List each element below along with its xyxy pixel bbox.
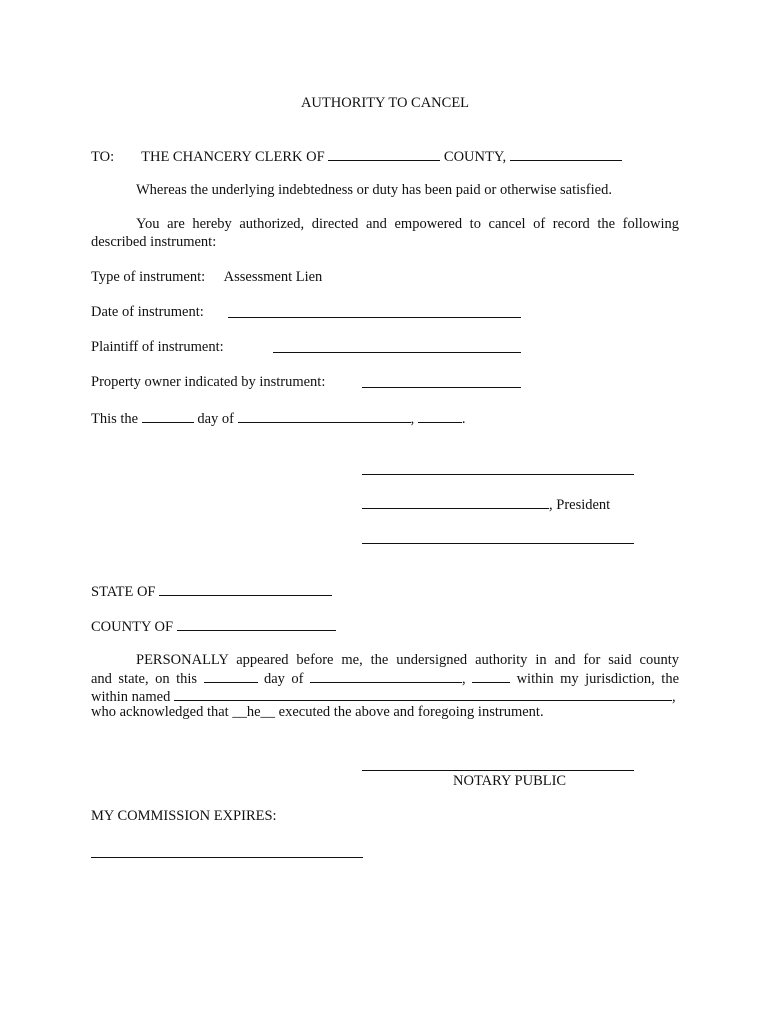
- within-named-text: within named: [91, 689, 171, 705]
- type-of-instrument-label: Type of instrument:: [91, 269, 206, 285]
- authorization-paragraph: You are hereby authorized, directed and empowered to cancel of record the following described instrument:: [91, 216, 679, 250]
- ack-comma-text: ,: [461, 671, 466, 687]
- date-of-instrument-label: Date of instrument:: [91, 304, 204, 320]
- this-the-text: This the: [91, 411, 139, 427]
- to-label: TO:: [91, 149, 115, 165]
- day-of-text: day of: [197, 411, 235, 427]
- personally-appeared-line2: [91, 669, 679, 689]
- within-named-comma: ,: [671, 689, 676, 705]
- county-name-field[interactable]: [328, 147, 440, 161]
- whereas-paragraph: Whereas the underlying indebtedness or duty has been paid or otherwise satisfied.: [136, 182, 612, 198]
- acknowledged-row: who acknowledged that __he__ executed the above and foregoing instrument.: [91, 704, 544, 720]
- notary-signature-line[interactable]: [362, 757, 634, 771]
- state-of-label: STATE OF: [91, 584, 156, 600]
- date-of-instrument-field[interactable]: [228, 303, 521, 318]
- ack-month-field[interactable]: [310, 669, 462, 683]
- day-field[interactable]: [142, 409, 194, 423]
- type-of-instrument-row: [91, 269, 322, 286]
- additional-signature-line[interactable]: [362, 530, 634, 544]
- president-name-field[interactable]: [362, 495, 549, 509]
- plaintiff-field[interactable]: [273, 338, 521, 353]
- personally-appeared-line1: PERSONALLY appeared before me, the undersigned authority in and for said county: [136, 652, 679, 668]
- on-this-text: and state, on this: [91, 671, 198, 687]
- ack-day-of-text: day of: [264, 671, 304, 687]
- county-of-label: COUNTY OF: [91, 619, 174, 635]
- county-of-row: [91, 617, 336, 636]
- to-line: [91, 147, 622, 166]
- jurisdiction-text: within my jurisdiction, the: [516, 671, 679, 687]
- month-field[interactable]: [238, 409, 411, 423]
- ack-year-field[interactable]: [472, 669, 510, 683]
- year-field[interactable]: [418, 409, 462, 423]
- property-owner-label: Property owner indicated by instrument:: [91, 374, 326, 390]
- commission-expires-label: MY COMMISSION EXPIRES:: [91, 808, 277, 824]
- chancery-clerk-label: THE CHANCERY CLERK OF: [141, 149, 325, 165]
- president-line: [362, 495, 610, 514]
- president-label: , President: [549, 497, 611, 513]
- commission-expires-field[interactable]: [91, 843, 363, 858]
- county-label: COUNTY,: [443, 149, 507, 165]
- ack-day-field[interactable]: [204, 669, 258, 683]
- plaintiff-label: Plaintiff of instrument:: [91, 339, 224, 355]
- comma-text: ,: [410, 411, 415, 427]
- notary-public-label: NOTARY PUBLIC: [453, 773, 567, 789]
- period-text: .: [461, 411, 466, 427]
- state-of-row: [91, 582, 332, 601]
- within-named-field[interactable]: [174, 687, 672, 701]
- state-name-field[interactable]: [510, 147, 622, 161]
- state-of-field[interactable]: [159, 582, 332, 596]
- company-signature-line[interactable]: [362, 461, 634, 475]
- property-owner-field[interactable]: [362, 373, 521, 388]
- type-of-instrument-value: Assessment Lien: [223, 269, 323, 285]
- county-of-field[interactable]: [177, 617, 336, 631]
- date-line: [91, 409, 466, 428]
- document-title: AUTHORITY TO CANCEL: [300, 95, 470, 111]
